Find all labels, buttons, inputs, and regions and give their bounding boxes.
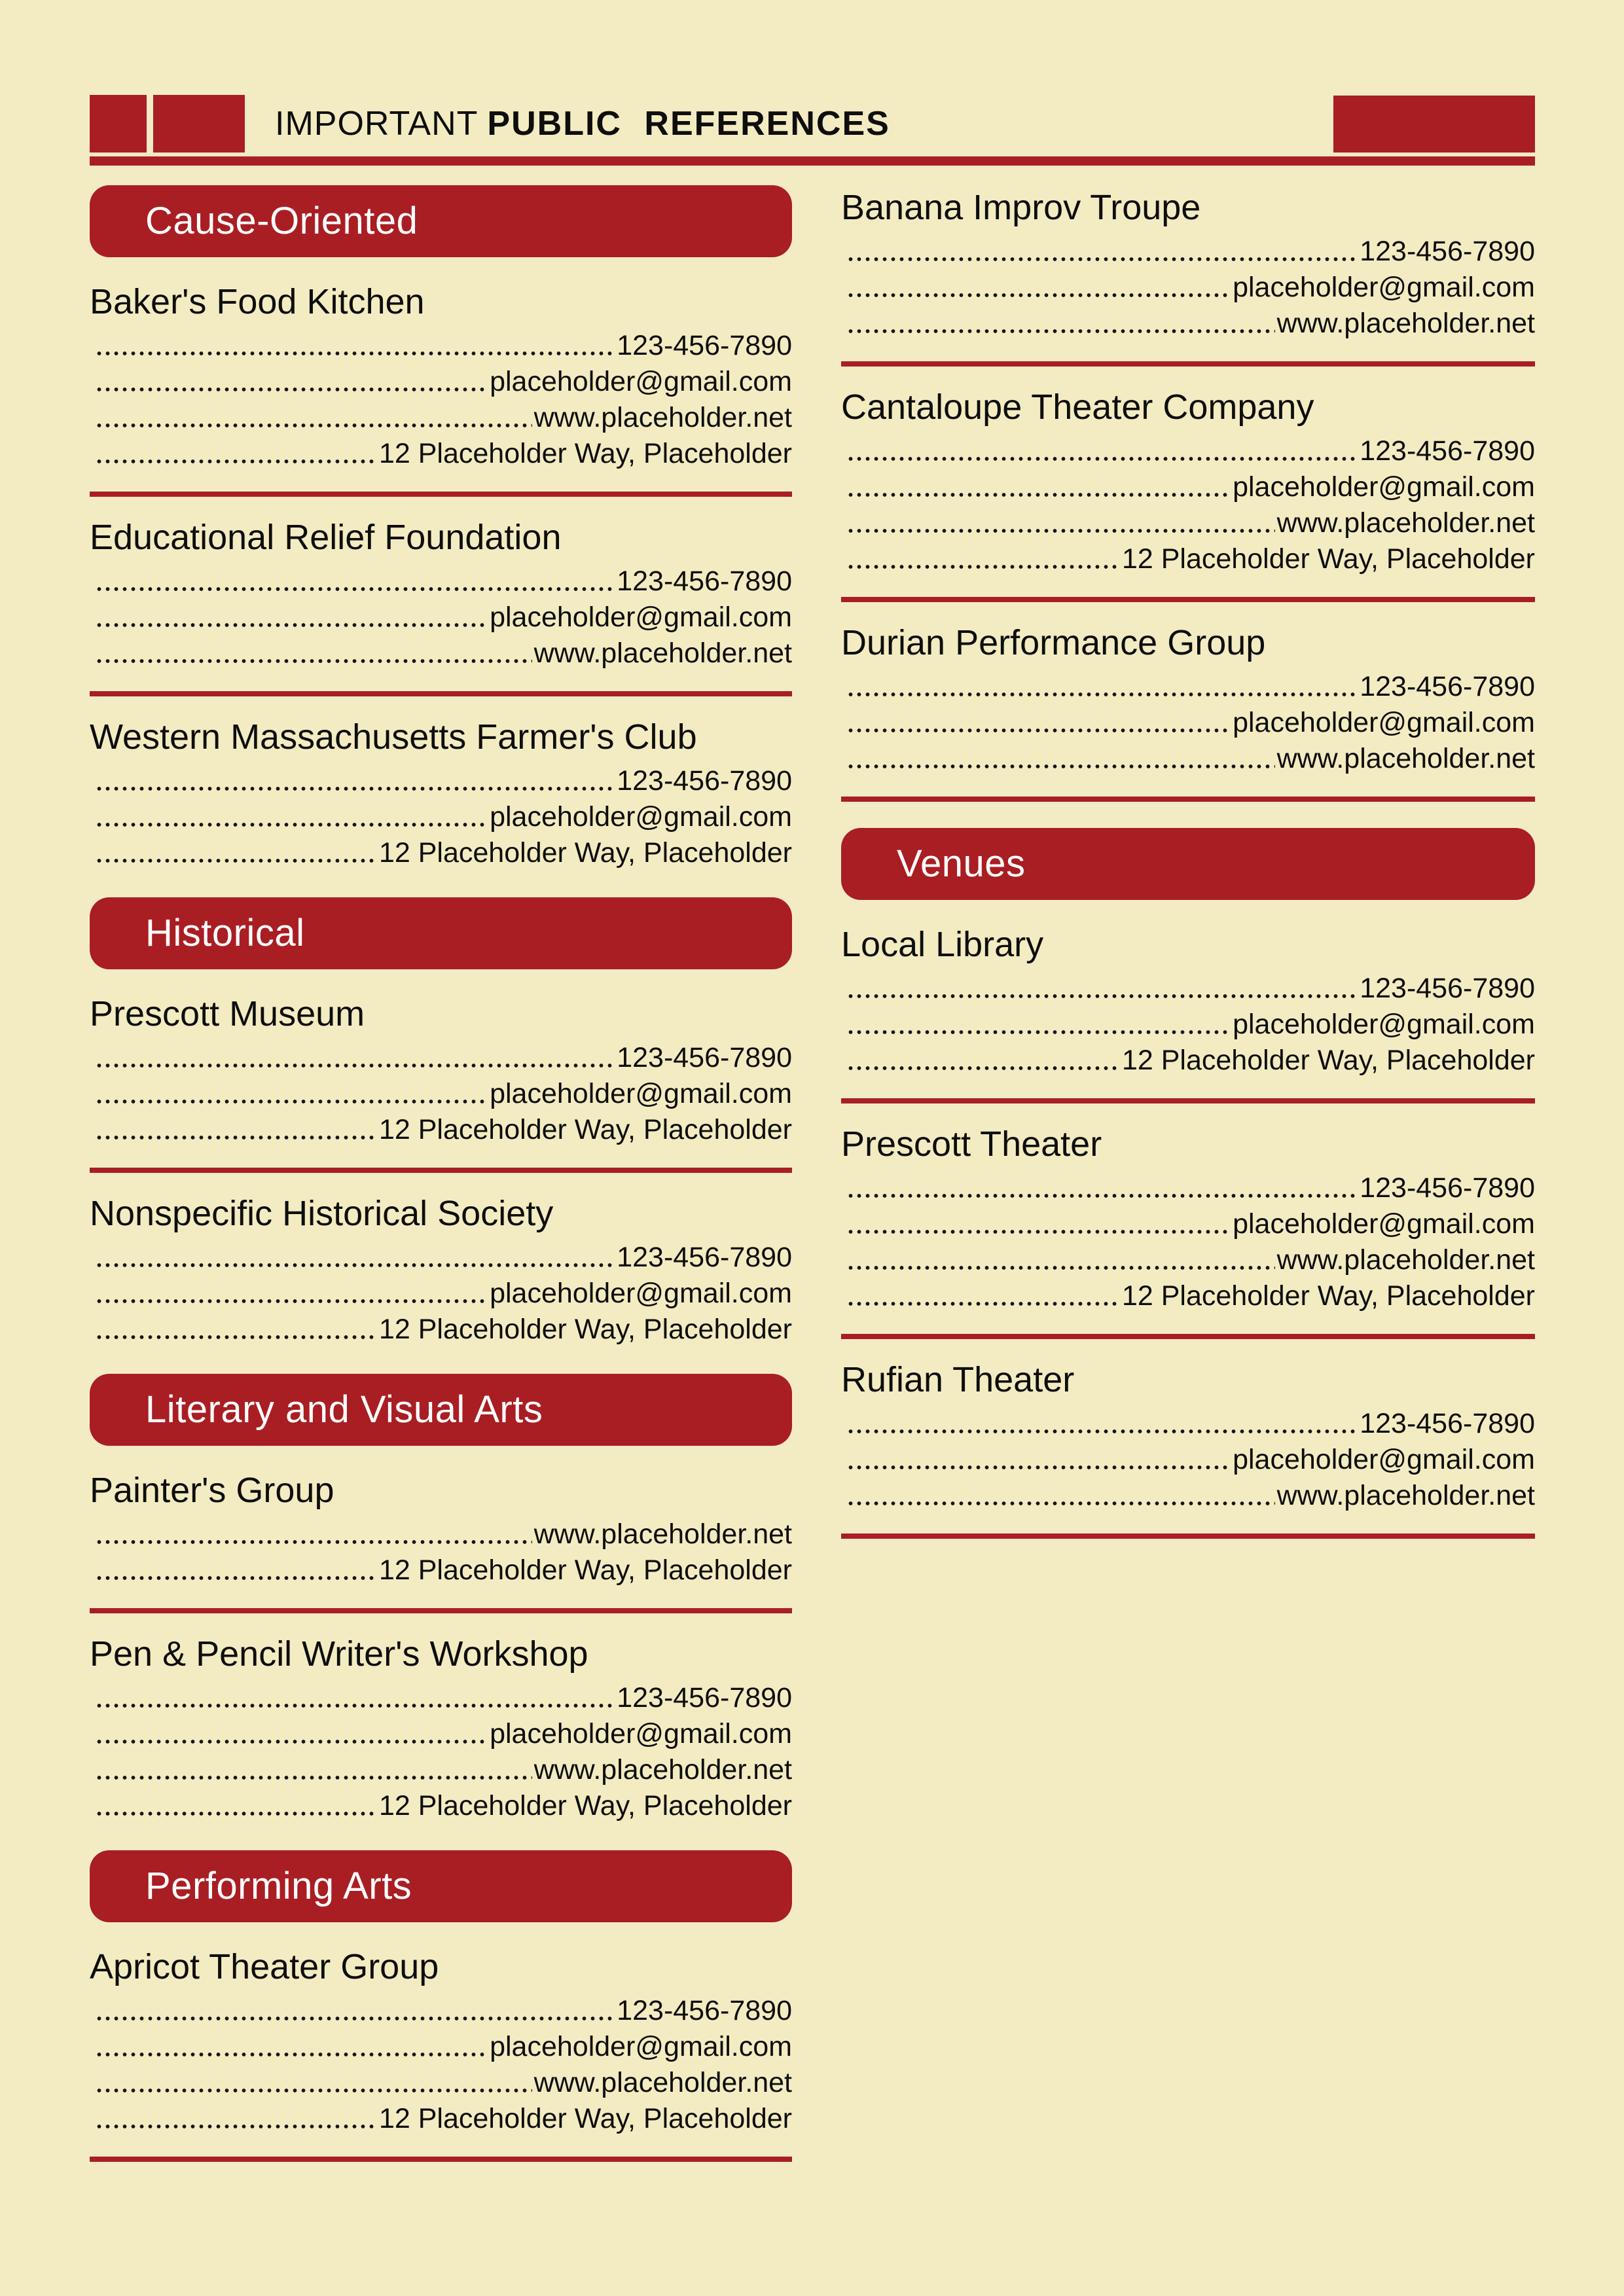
dot-leader: [846, 306, 1275, 342]
contact-value: www.placeholder.net: [533, 1754, 792, 1785]
entry-divider: [90, 1608, 792, 1613]
page-title: [275, 95, 890, 152]
contact-value: 123-456-7890: [1360, 1172, 1535, 1204]
section-title: Venues: [897, 842, 1026, 885]
contact-value: 123-456-7890: [617, 1042, 792, 1073]
dot-leader: [95, 2101, 377, 2137]
entry-name: Cantaloupe Theater Company: [841, 387, 1314, 427]
dot-leader: [95, 328, 615, 364]
contact-value: www.placeholder.net: [533, 1518, 792, 1550]
dot-leader: [95, 2029, 488, 2065]
entry-name: Educational Relief Foundation: [90, 518, 562, 557]
dot-leader: [846, 1007, 1231, 1043]
section-header: [90, 185, 792, 257]
contact-line: [841, 1007, 1535, 1043]
contact-line: [90, 600, 792, 636]
contact-line: [90, 1716, 792, 1752]
contact-value: placeholder@gmail.com: [490, 801, 792, 833]
contact-line: [90, 1312, 792, 1348]
directory-entry: [841, 1123, 1535, 1314]
header-accent-square-small: [90, 95, 147, 152]
contact-line: [841, 1043, 1535, 1079]
directory-columns: [90, 177, 1535, 2181]
section-header: [841, 828, 1535, 900]
contact-value: 123-456-7890: [1360, 435, 1535, 467]
page-header: [90, 95, 1535, 152]
entry-divider: [841, 1334, 1535, 1339]
dot-leader: [846, 505, 1275, 541]
contact-line: [90, 1040, 792, 1076]
dot-leader: [95, 1716, 488, 1752]
contact-value: www.placeholder.net: [1276, 1480, 1535, 1511]
directory-entry: [841, 622, 1535, 777]
contact-value: 12 Placeholder Way, Placeholder: [378, 2103, 792, 2134]
contact-value: 12 Placeholder Way, Placeholder: [378, 438, 792, 469]
dot-leader: [846, 669, 1358, 705]
contact-line: [90, 1680, 792, 1716]
contact-line: [841, 741, 1535, 777]
directory-entry: [90, 1946, 792, 2137]
contact-line: [90, 1076, 792, 1112]
entry-divider: [90, 691, 792, 696]
entry-name: Western Massachusetts Farmer's Club: [90, 717, 697, 757]
contact-line: [90, 763, 792, 799]
dot-leader: [95, 1680, 615, 1716]
section-header: [90, 1374, 792, 1446]
header-rule: [90, 156, 1535, 166]
section-title: Cause-Oriented: [145, 200, 418, 242]
dot-leader: [95, 1552, 377, 1588]
directory-entry: [90, 281, 792, 472]
directory-entry: [90, 1469, 792, 1588]
dot-leader: [846, 469, 1231, 505]
dot-leader: [846, 1206, 1231, 1242]
contact-line: [841, 669, 1535, 705]
contact-line: [90, 1552, 792, 1588]
dot-leader: [95, 600, 488, 636]
dot-leader: [95, 1993, 615, 2029]
directory-entry: [841, 386, 1535, 577]
dot-leader: [846, 705, 1231, 741]
contact-value: placeholder@gmail.com: [490, 366, 792, 397]
dot-leader: [846, 541, 1120, 577]
contact-line: [90, 835, 792, 871]
contact-line: [90, 2065, 792, 2101]
contact-value: 123-456-7890: [617, 1682, 792, 1713]
dot-leader: [95, 763, 615, 799]
dot-leader: [95, 564, 615, 600]
dot-leader: [846, 1442, 1231, 1478]
dot-leader: [846, 433, 1358, 469]
contact-line: [90, 1240, 792, 1276]
dot-leader: [846, 1478, 1275, 1514]
dot-leader: [95, 636, 532, 672]
contact-line: [841, 1206, 1535, 1242]
entry-name: Baker's Food Kitchen: [90, 282, 425, 321]
contact-line: [90, 1752, 792, 1788]
contact-line: [90, 1993, 792, 2029]
contact-line: [841, 1442, 1535, 1478]
dot-leader: [95, 1040, 615, 1076]
entry-divider: [841, 597, 1535, 602]
contact-value: placeholder@gmail.com: [1233, 272, 1535, 303]
contact-value: placeholder@gmail.com: [490, 1278, 792, 1309]
dot-leader: [846, 1278, 1120, 1314]
contact-value: 123-456-7890: [1360, 236, 1535, 267]
contact-value: 123-456-7890: [617, 565, 792, 597]
dot-leader: [846, 971, 1358, 1007]
contact-line: [90, 400, 792, 436]
contact-value: placeholder@gmail.com: [490, 2031, 792, 2062]
contact-line: [90, 2029, 792, 2065]
contact-line: [841, 469, 1535, 505]
dot-leader: [95, 1312, 377, 1348]
contact-value: www.placeholder.net: [533, 2067, 792, 2098]
dot-leader: [846, 1242, 1275, 1278]
section-title: Literary and Visual Arts: [145, 1388, 543, 1431]
directory-entry: [90, 1633, 792, 1824]
contact-value: 123-456-7890: [1360, 973, 1535, 1004]
contact-value: 12 Placeholder Way, Placeholder: [378, 1114, 792, 1145]
contact-line: [90, 1112, 792, 1148]
dot-leader: [846, 1406, 1358, 1442]
directory-entry: [90, 516, 792, 672]
section-header: [90, 1850, 792, 1922]
entry-divider: [841, 1098, 1535, 1103]
contact-line: [90, 1788, 792, 1824]
dot-leader: [95, 1276, 488, 1312]
dot-leader: [846, 1170, 1358, 1206]
contact-value: 123-456-7890: [1360, 1408, 1535, 1439]
contact-value: placeholder@gmail.com: [1233, 471, 1535, 503]
contact-line: [841, 505, 1535, 541]
contact-value: 12 Placeholder Way, Placeholder: [1121, 1280, 1535, 1312]
dot-leader: [95, 1516, 532, 1552]
entry-divider: [841, 797, 1535, 802]
entry-name: Painter's Group: [90, 1471, 334, 1510]
contact-value: www.placeholder.net: [1276, 308, 1535, 339]
dot-leader: [95, 799, 488, 835]
entry-name: Prescott Theater: [841, 1124, 1102, 1164]
contact-line: [841, 1170, 1535, 1206]
contact-line: [841, 1478, 1535, 1514]
contact-line: [841, 1406, 1535, 1442]
contact-line: [90, 1516, 792, 1552]
contact-line: [90, 1276, 792, 1312]
contact-value: placeholder@gmail.com: [490, 1718, 792, 1749]
contact-value: www.placeholder.net: [1276, 507, 1535, 539]
contact-line: [841, 971, 1535, 1007]
entry-name: Rufian Theater: [841, 1360, 1075, 1399]
entry-name: Apricot Theater Group: [90, 1947, 439, 1986]
entry-name: Pen & Pencil Writer's Workshop: [90, 1634, 588, 1674]
directory-entry: [841, 1359, 1535, 1514]
dot-leader: [95, 1788, 377, 1824]
directory-entry: [841, 924, 1535, 1079]
contact-value: www.placeholder.net: [533, 637, 792, 669]
directory-entry: [90, 1193, 792, 1348]
dot-leader: [95, 400, 532, 436]
column-right: [841, 177, 1535, 1558]
section-title: Historical: [145, 912, 305, 954]
contact-value: placeholder@gmail.com: [490, 1078, 792, 1109]
contact-value: 12 Placeholder Way, Placeholder: [378, 1790, 792, 1821]
dot-leader: [95, 436, 377, 472]
contact-value: 123-456-7890: [617, 765, 792, 797]
dot-leader: [95, 364, 488, 400]
contact-line: [841, 306, 1535, 342]
contact-value: 123-456-7890: [617, 1242, 792, 1273]
entry-name: Nonspecific Historical Society: [90, 1194, 554, 1233]
contact-line: [90, 328, 792, 364]
entry-name: Prescott Museum: [90, 994, 365, 1033]
contact-line: [90, 364, 792, 400]
contact-value: www.placeholder.net: [1276, 743, 1535, 774]
page-title-bold: PUBLIC REFERENCES: [487, 105, 890, 143]
contact-value: placeholder@gmail.com: [1233, 1208, 1535, 1240]
contact-line: [841, 270, 1535, 306]
contact-line: [841, 541, 1535, 577]
contact-value: 123-456-7890: [617, 1995, 792, 2026]
contact-value: 123-456-7890: [617, 330, 792, 361]
contact-value: www.placeholder.net: [533, 402, 792, 433]
entry-divider: [841, 361, 1535, 367]
page-title-regular: IMPORTANT: [275, 105, 478, 143]
contact-value: www.placeholder.net: [1276, 1244, 1535, 1276]
dot-leader: [95, 2065, 532, 2101]
entry-name: Durian Performance Group: [841, 623, 1266, 662]
dot-leader: [95, 835, 377, 871]
contact-value: 12 Placeholder Way, Placeholder: [378, 837, 792, 869]
contact-line: [90, 636, 792, 672]
entry-divider: [90, 492, 792, 497]
contact-value: 12 Placeholder Way, Placeholder: [378, 1554, 792, 1586]
contact-value: 12 Placeholder Way, Placeholder: [1121, 543, 1535, 575]
entry-divider: [841, 1534, 1535, 1539]
dot-leader: [95, 1240, 615, 1276]
dot-leader: [95, 1112, 377, 1148]
contact-value: 12 Placeholder Way, Placeholder: [378, 1314, 792, 1345]
contact-value: placeholder@gmail.com: [490, 601, 792, 633]
contact-line: [841, 1242, 1535, 1278]
entry-divider: [90, 1168, 792, 1173]
contact-line: [90, 2101, 792, 2137]
section-title: Performing Arts: [145, 1865, 412, 1907]
directory-entry: [90, 993, 792, 1148]
contact-line: [90, 564, 792, 600]
directory-entry: [841, 187, 1535, 342]
dot-leader: [846, 741, 1275, 777]
directory-entry: [90, 716, 792, 871]
contact-value: placeholder@gmail.com: [1233, 707, 1535, 738]
contact-value: 12 Placeholder Way, Placeholder: [1121, 1045, 1535, 1076]
dot-leader: [95, 1752, 532, 1788]
contact-line: [841, 234, 1535, 270]
entry-name: Banana Improv Troupe: [841, 188, 1201, 227]
contact-line: [841, 1278, 1535, 1314]
contact-value: placeholder@gmail.com: [1233, 1444, 1535, 1475]
dot-leader: [846, 270, 1231, 306]
column-left: [90, 177, 792, 2181]
dot-leader: [846, 1043, 1120, 1079]
contact-line: [90, 799, 792, 835]
entry-divider: [90, 2157, 792, 2162]
contact-line: [90, 436, 792, 472]
dot-leader: [846, 234, 1358, 270]
dot-leader: [95, 1076, 488, 1112]
contact-line: [841, 705, 1535, 741]
contact-value: 123-456-7890: [1360, 671, 1535, 702]
header-accent-rectangle: [1333, 96, 1535, 152]
contact-value: placeholder@gmail.com: [1233, 1009, 1535, 1040]
contact-line: [841, 433, 1535, 469]
entry-name: Local Library: [841, 925, 1044, 964]
section-header: [90, 897, 792, 969]
header-accent-square-large: [153, 95, 245, 152]
